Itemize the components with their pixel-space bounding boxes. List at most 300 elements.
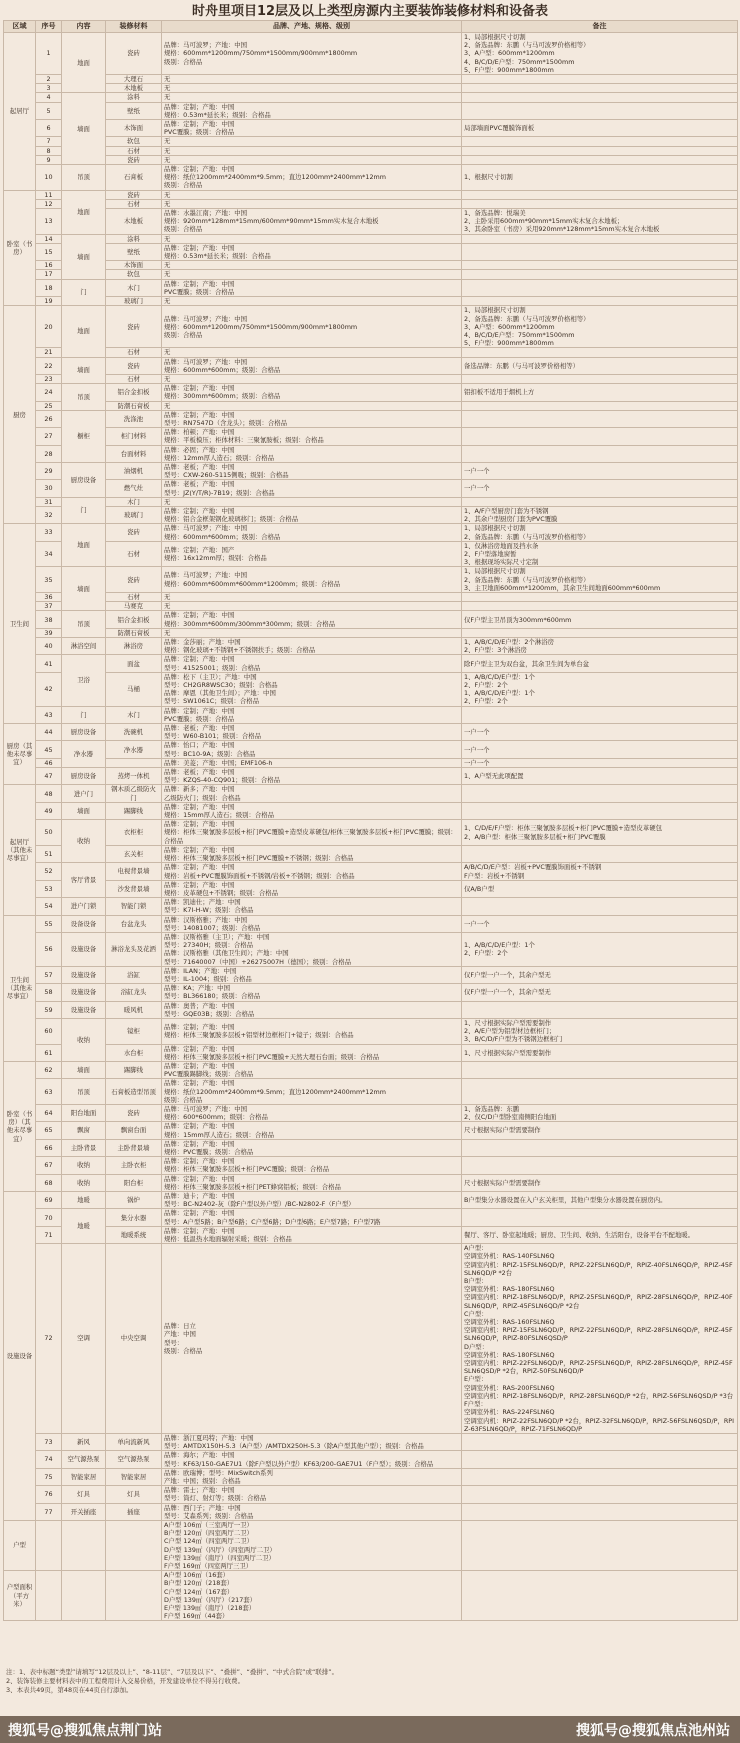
table-row	[4, 137, 738, 146]
remark-cell	[462, 297, 738, 306]
table-row	[4, 1486, 738, 1503]
material-cell: 石膏板造型吊顶	[106, 1079, 162, 1105]
index-cell: 27	[36, 428, 62, 445]
region-cell: 设施设备	[4, 1192, 36, 1521]
index-cell: 52	[36, 863, 62, 880]
spec-cell: 品牌：定制；产地：中国 型号：41525001；级别：合格品	[162, 655, 462, 672]
table-row	[4, 120, 738, 137]
index-cell: 9	[36, 155, 62, 164]
index-cell: 31	[36, 497, 62, 506]
spec-cell: 品牌：马可波罗；产地：中国 规格：600mm*1200mm/750mm*1500mm/900mm*1800mm 级别：合格品	[162, 306, 462, 348]
spec-cell: 品牌：定制；产地：中国 规格：300mm*600mm/300mm*300mm；级别：合格品	[162, 611, 462, 628]
index-cell: 45	[36, 741, 62, 758]
spec-cell: 无	[162, 146, 462, 155]
column-header: 序号	[36, 21, 62, 33]
remark-cell: 除F户型主卫为双台盆，其余卫生间为单台盆	[462, 655, 738, 672]
table-row	[4, 966, 738, 983]
spec-cell: 品牌：浙江夏玛特；产地：中国 型号：AMTDX150H-5.3（A户型）/AMTDX250H-5.3（除A户型其他户型）；级别：合格品	[162, 1433, 462, 1450]
material-cell: 瓷砖	[106, 524, 162, 541]
remark-cell	[462, 1001, 738, 1018]
content-cell: 厨房设备	[62, 768, 106, 785]
table-row	[4, 297, 738, 306]
spec-cell: 无	[162, 401, 462, 410]
remark-cell	[462, 845, 738, 862]
content-cell: 墙面	[62, 1061, 106, 1078]
spec-cell: 品牌：老板；产地：中国 型号：W60-B101；级别：合格品	[162, 724, 462, 741]
remark-cell: 1、A/B/C/D/E户型：2个淋浴房 2、F户型：3个淋浴房	[462, 638, 738, 655]
remark-cell: 一户一个	[462, 724, 738, 741]
region-cell: 厨房（其他未尽事宜）	[4, 724, 36, 785]
table-row	[4, 602, 738, 611]
material-cell: 插座	[106, 1503, 162, 1520]
index-cell: 34	[36, 541, 62, 567]
table-row	[4, 348, 738, 357]
spec-cell: 品牌：松下（主卫）；产地：中国 型号：CH2GR8WSC30；级别：合格品 品牌：摩恩（其他卫生间）；产地：中国 型号：SW1061C；级别：合格品	[162, 672, 462, 706]
table-row	[4, 279, 738, 296]
content-cell: 设施设备	[62, 966, 106, 983]
spec-cell: 品牌：ILAN；产地：中国 型号：IL-1004；级别：合格品	[162, 966, 462, 983]
remark-cell: 1、局部根据尺寸切割 2、备选品牌：东鹏（与马可波罗价格相等） 3、A户型：600mm*1200mm 4、B/C/D/E户型：750mm*1500mm 5、F户型：900mm*1800mm	[462, 306, 738, 348]
content-cell: 空调	[62, 1244, 106, 1434]
spec-cell: 品牌：定制；产地：中国 型号：RN7547D（含龙头）；级别：合格品	[162, 410, 462, 427]
remark-cell: A户型： 空调室外机：RAS-140FSLN6Q 空调室内机：RPIZ-15FSLN6QD/P，RPIZ-22FSLN6QD/P，RPIZ-40FSLN6QD/P，RPIZ-45FSLN6QD/P *2台 B户型： 空调室外机：RAS-180FSLN6Q 空调室内机：RPIZ-18FSLN6QD/P，RPIZ-25FSLN6QD/P，RPIZ-28FSLN6QD/P，RPIZ-40FSLN6QD/P，RPIZ-45FSLN6QD/P *2台 C户型： 空调室外机：RAS-160FSLN6Q 空调室内机：RPIZ-15FSLN6QD/P，RPIZ-22FSLN6QD/P，RPIZ-28FSLN6QD/P，RPIZ-45FSLN6QD/P，RPIZ-80FSLN6QSD/P D户型： 空调室外机：RAS-180FSLN6Q 空调室内机：RPIZ-22FSLN6QD/P，RPIZ-25FSLN6QD/P，RPIZ-28FSLN6QD/P，RPIZ-45FSLN6QSD/P *2台，RPIZ-50FSLN6QD/P E户型： 空调室外机：RAS-200FSLN6Q 空调室内机：RPIZ-18FSLN6QD/P，RPIZ-28FSLN6QD/P *2台，RPIZ-56FSLN6QSD/P *3台 F户型： 空调室外机：RAS-224FSLN6Q 空调室内机：RPIZ-22FSLN6QD/P *2台，RPIZ-32FSLN6QD/P，RPIZ-56FSLN6QSD/P，RPIZ-63FSLN6QD/P，RPIZ-71FSLN6QD/P	[462, 1244, 738, 1434]
region-cell: 卧室（书房）（其他未尽事宜）	[4, 1061, 36, 1191]
table-row	[4, 1503, 738, 1520]
index-cell: 44	[36, 724, 62, 741]
remark-cell	[462, 84, 738, 93]
content-cell: 进户门锁	[62, 898, 106, 915]
content-cell: 收纳	[62, 1157, 106, 1174]
material-cell: 暖风机	[106, 1001, 162, 1018]
index-cell: 61	[36, 1044, 62, 1061]
material-cell: 木门	[106, 497, 162, 506]
content-cell: 智能家居	[62, 1468, 106, 1485]
content-cell: 地面	[62, 306, 106, 357]
remark-cell	[462, 1433, 738, 1450]
column-header: 品牌、产地、规格、级别	[162, 21, 462, 33]
spec-cell: 无	[162, 84, 462, 93]
material-cell: 淋浴龙头及花洒	[106, 932, 162, 966]
table-row	[4, 243, 738, 260]
table-row	[4, 410, 738, 427]
remark-cell: B户型集分水器设置在入户玄关柜里，其他户型集分水器设置在厨房内。	[462, 1192, 738, 1209]
spec-cell: 无	[162, 602, 462, 611]
index-cell: 71	[36, 1226, 62, 1243]
table-row	[4, 524, 738, 541]
content-cell: 卫浴	[62, 655, 106, 706]
index-cell: 3	[36, 84, 62, 93]
spec-cell: 无	[162, 75, 462, 84]
remark-cell	[462, 146, 738, 155]
index-cell: 21	[36, 348, 62, 357]
spec-cell: 品牌：定制；产地：中国 规格：纸位1200mm*2400mm*9.5mm；直边1200mm*2400mm*12mm 级别：合格品	[162, 1079, 462, 1105]
spec-cell: 品牌：定制；产地：中国 规格：柜体三聚氰胺多层板+柜门PVC覆膜+造型皮革硬包/柜体三聚氰胺多层板+柜门PVC覆膜；级别：合格品	[162, 820, 462, 846]
spec-cell: 品牌：定制；产地：中国 规格：皮革硬包+不锈钢；级别：合格品	[162, 880, 462, 897]
material-cell: 石膏板	[106, 165, 162, 191]
remark-cell	[462, 898, 738, 915]
material-cell: 电视背景墙	[106, 863, 162, 880]
material-cell: 木门	[106, 279, 162, 296]
material-cell: 单向流新风	[106, 1433, 162, 1450]
material-cell: 沙发背景墙	[106, 880, 162, 897]
content-cell: 地暖	[62, 1209, 106, 1244]
content-cell: 吊顶	[62, 165, 106, 191]
material-cell: 防潮石膏板	[106, 401, 162, 410]
spec-cell: 品牌：老板；产地：中国 型号：CXW-260-5115侧吸；级别：合格品	[162, 462, 462, 479]
table-row	[4, 462, 738, 479]
material-cell: 马桶	[106, 672, 162, 706]
remark-cell: 1、备选品牌：东鹏 2、仅C/D户型卧室南侧阳台地面	[462, 1104, 738, 1121]
remark-cell	[462, 374, 738, 383]
remark-cell	[462, 593, 738, 602]
index-cell: 22	[36, 357, 62, 374]
index-cell: 62	[36, 1061, 62, 1078]
content-cell: 主卧背景	[62, 1139, 106, 1156]
material-cell: 壁纸	[106, 102, 162, 119]
index-cell: 49	[36, 802, 62, 819]
table-row	[4, 1001, 738, 1018]
table-row	[4, 1226, 738, 1243]
index-cell: 51	[36, 845, 62, 862]
content-cell: 地面	[62, 524, 106, 567]
table-row	[4, 1468, 738, 1485]
material-cell: 瓷砖	[106, 33, 162, 75]
remark-cell: 餐厅、客厅、卧室起地暖；厨房、卫生间、收纳、生活阳台，设备平台不配地暖。	[462, 1226, 738, 1243]
spec-cell: 品牌：定制；产地：中国 规格：PVC覆膜；级别：合格品	[162, 1139, 462, 1156]
spec-cell: 品牌：定制；产地：中国 规格：柜体三聚氰胺多层板+柜门PVC覆膜+不锈钢；级别：合格品	[162, 845, 462, 862]
table-row	[4, 706, 738, 723]
spec-cell: 品牌：KA；产地：中国 型号：BL366180；级别：合格品	[162, 984, 462, 1001]
index-cell	[36, 1520, 62, 1570]
table-row	[4, 1157, 738, 1174]
table-row	[4, 1104, 738, 1121]
material-cell: 木地板	[106, 209, 162, 235]
index-cell: 17	[36, 270, 62, 279]
index-cell: 12	[36, 199, 62, 208]
table-row	[4, 863, 738, 880]
table-row	[4, 1520, 738, 1570]
content-cell: 新风	[62, 1433, 106, 1450]
material-cell: 涂料	[106, 234, 162, 243]
material-cell: 柜门材料	[106, 428, 162, 445]
index-cell: 58	[36, 984, 62, 1001]
table-row	[4, 567, 738, 593]
remark-cell: 1、C/D/E/F户型：柜体三聚氰胺多层板+柜门PVC覆膜+造型皮革硬包 2、A/B户型：柜体三聚氰胺多层板+柜门PVC覆膜	[462, 820, 738, 846]
index-cell: 40	[36, 638, 62, 655]
remark-cell	[462, 802, 738, 819]
remark-cell	[462, 401, 738, 410]
content-cell: 门	[62, 497, 106, 524]
remark-cell	[462, 270, 738, 279]
remark-cell	[462, 428, 738, 445]
remark-cell: 1、局部根据尺寸切割 2、备选品牌：东鹏（与马可波罗价格相等） 3、A户型：600mm*1200mm 4、B/C/D/E户型：750mm*1500mm 5、F户型：900mm*1800mm	[462, 33, 738, 75]
watermark-bar	[0, 1716, 740, 1743]
footnote: 注：1、表中标题“类型”请填写“12层及以上”、“8-11层”、“7层及以下”、“叠拼”、“叠拼”、“中式合院”或“联排”。 2、装饰装修主要材料表中的工程费用计入交易价格，开发建设单位不得另行收费。 3、本表共49页，第48页在44页自行添加。	[6, 1668, 339, 1694]
spec-cell: 品牌：定制；产地：中国 规格：岩板+PVC覆膜饰面板+不锈钢/岩板+不锈钢；级别：合格品	[162, 863, 462, 880]
spec-cell: 无	[162, 190, 462, 199]
content-cell: 吊顶	[62, 1079, 106, 1105]
content-cell: 空气源热泵	[62, 1451, 106, 1468]
spec-cell: 品牌：柏顿；产地：中国 规格：平板模压；柜体材料：三聚氰胺板；级别：合格品	[162, 428, 462, 445]
remark-cell	[462, 279, 738, 296]
spec-cell: 品牌：日立 产地：中国 型号： 级别：合格品	[162, 1244, 462, 1434]
content-cell: 收纳	[62, 1174, 106, 1191]
content-cell: 地暖	[62, 1192, 106, 1209]
material-cell: 飘窗台面	[106, 1122, 162, 1139]
material-cell: 燃气灶	[106, 480, 162, 497]
material-cell: 智能门锁	[106, 898, 162, 915]
region-cell: 厨房	[4, 306, 36, 524]
index-cell: 11	[36, 190, 62, 199]
material-cell: 石材	[106, 146, 162, 155]
spec-cell: 无	[162, 297, 462, 306]
material-cell: 石材	[106, 593, 162, 602]
remark-cell: 1、仅淋浴房地面及挡水条 2、F户型落地窗暂 3、根据现场实际尺寸定制	[462, 541, 738, 567]
table-row	[4, 611, 738, 628]
material-cell: 镜柜	[106, 1018, 162, 1044]
index-cell: 76	[36, 1486, 62, 1503]
spec-cell: 品牌：水墨江南；产地：中国 规格：920mm*128mm*15mm/600mm*90mm*15mm实木复合木地板 级别：合格品	[162, 209, 462, 235]
table-row	[4, 655, 738, 672]
table-row	[4, 802, 738, 819]
index-cell: 10	[36, 165, 62, 191]
spec-cell: 品牌：海尔；产地：中国 型号：KF63/150-GAE7U1（除F户型以外户型）KF63/200-GAE7U1（F户型）；级别：合格品	[162, 1451, 462, 1468]
region-cell: 卫生间（其他未尽事宜）	[4, 915, 36, 1061]
table-header-row	[4, 21, 738, 33]
content-cell: 厨房设备	[62, 462, 106, 497]
material-cell: 石材	[106, 348, 162, 357]
spec-cell: 品牌：定制；产地：中国 PVC覆膜；级别：合格品	[162, 279, 462, 296]
content-cell: 地面	[62, 33, 106, 93]
remark-cell	[462, 234, 738, 243]
remark-cell	[462, 785, 738, 802]
table-row	[4, 374, 738, 383]
table-row	[4, 84, 738, 93]
remark-cell	[462, 199, 738, 208]
remark-cell	[462, 1079, 738, 1105]
table-row	[4, 445, 738, 462]
table-row	[4, 234, 738, 243]
material-cell	[106, 1571, 162, 1621]
spec-cell: 品牌：定制；产地：国产 规格：16x12mm厚；级别：合格品	[162, 541, 462, 567]
index-cell: 5	[36, 102, 62, 119]
material-cell: 油烟机	[106, 462, 162, 479]
spec-cell: 品牌：定制；产地：中国 PVC覆膜；级别：合格品	[162, 706, 462, 723]
spec-cell: 品牌：定制；产地：中国 规格：铝合金框架钢化玻璃移门；级别：合格品	[162, 506, 462, 523]
index-cell: 37	[36, 602, 62, 611]
content-cell: 设施设备	[62, 1001, 106, 1018]
material-cell: 洗涤池	[106, 410, 162, 427]
spec-cell: 品牌：新多；产地：中国 乙级防火门；级别：合格品	[162, 785, 462, 802]
remark-cell: 仅F户型主卫吊顶为300mm*600mm	[462, 611, 738, 628]
remark-cell: A/B/C/D/E户型：岩板+PVC覆膜饰面板+不锈钢 F户型：岩板+不锈钢	[462, 863, 738, 880]
spec-cell: 品牌：定制；产地：中国 规格：柜体三聚氰胺多层板+柜门PVC覆膜；级别：合格品	[162, 1157, 462, 1174]
remark-cell: 一户一个	[462, 741, 738, 758]
index-cell: 55	[36, 915, 62, 932]
index-cell: 33	[36, 524, 62, 541]
remark-cell: 1、A/B/C/D/E户型：1个 2、F户型：2个	[462, 932, 738, 966]
remark-cell	[462, 348, 738, 357]
index-cell: 39	[36, 628, 62, 637]
material-cell: 中央空调	[106, 1244, 162, 1434]
index-cell: 18	[36, 279, 62, 296]
table-row	[4, 820, 738, 846]
page-title: 时舟里项目12层及以上类型房源内主要装饰装修材料和设备表	[191, 4, 549, 19]
index-cell: 13	[36, 209, 62, 235]
content-cell: 开关插座	[62, 1503, 106, 1520]
material-cell: 台盆龙头	[106, 915, 162, 932]
content-cell: 吊顶	[62, 611, 106, 638]
remark-cell: 一户一个	[462, 462, 738, 479]
remark-cell	[462, 1139, 738, 1156]
table-row	[4, 75, 738, 84]
material-cell: 主卧背景墙	[106, 1139, 162, 1156]
material-cell: 木门	[106, 706, 162, 723]
material-cell: 瓷砖	[106, 567, 162, 593]
table-row	[4, 357, 738, 374]
table-row	[4, 541, 738, 567]
spec-cell: 品牌：马可波罗；产地：中国 规格：600mm*600mm*600mm*1200mm；级别：合格品	[162, 567, 462, 593]
region-cell: 卧室（书房）	[4, 190, 36, 306]
content-cell: 橱柜	[62, 410, 106, 462]
index-cell: 70	[36, 1209, 62, 1226]
table-row	[4, 898, 738, 915]
spec-cell: 无	[162, 348, 462, 357]
table-row	[4, 33, 738, 75]
index-cell: 72	[36, 1244, 62, 1434]
remark-cell: 一户一个	[462, 915, 738, 932]
index-cell: 36	[36, 593, 62, 602]
spec-cell: 无	[162, 374, 462, 383]
content-cell: 设施设备	[62, 932, 106, 966]
region-cell: 起居厅	[4, 33, 36, 191]
spec-cell: 品牌：西门子；产地：中国 型号：艾森系列；级别：合格品	[162, 1503, 462, 1520]
spec-cell: 品牌：马可波罗；产地：中国 规格：600*600mm；级别：合格品	[162, 1104, 462, 1121]
table-row	[4, 845, 738, 862]
spec-cell: 品牌：怡口；产地：中国 型号：BC10-9A；级别：合格品	[162, 741, 462, 758]
table-row	[4, 506, 738, 523]
index-cell: 43	[36, 706, 62, 723]
material-cell: 地暖系统	[106, 1226, 162, 1243]
remark-cell: 1、A/B/C/D/E户型：1个 2、F户型：2个 1、A/B/C/D/E户型：1个 2、F户型：2个	[462, 672, 738, 706]
spec-cell: 品牌：定制；产地：中国 规格：柜体三聚氰胺多层板+铝型材边框柜门+镜子；级别：合格品	[162, 1018, 462, 1044]
material-cell: 集分水器	[106, 1209, 162, 1226]
remark-cell	[462, 93, 738, 102]
table-row	[4, 1122, 738, 1139]
index-cell: 75	[36, 1468, 62, 1485]
index-cell: 6	[36, 120, 62, 137]
material-cell: 淋浴房	[106, 638, 162, 655]
material-cell: 锅炉	[106, 1192, 162, 1209]
index-cell: 2	[36, 75, 62, 84]
material-cell: 洗碗机	[106, 724, 162, 741]
spec-cell: 品牌：定制；产地：中国 规格：300mm*600mm；级别：合格品	[162, 384, 462, 401]
remark-cell: 仅A/B户型	[462, 880, 738, 897]
content-cell: 净水器	[62, 741, 106, 768]
remark-cell	[462, 261, 738, 270]
content-cell: 设施设备	[62, 984, 106, 1001]
remark-cell	[462, 1157, 738, 1174]
table-row	[4, 741, 738, 758]
spec-cell: 无	[162, 93, 462, 102]
index-cell: 16	[36, 261, 62, 270]
table-row	[4, 1018, 738, 1044]
index-cell: 50	[36, 820, 62, 846]
material-cell: 水台柜	[106, 1044, 162, 1061]
table-row	[4, 932, 738, 966]
table-row	[4, 1244, 738, 1434]
table-row	[4, 758, 738, 767]
material-cell: 灯具	[106, 1486, 162, 1503]
remark-cell	[462, 243, 738, 260]
remark-cell	[462, 190, 738, 199]
content-cell: 阳台地面	[62, 1104, 106, 1121]
remark-cell	[462, 155, 738, 164]
remark-cell	[462, 1209, 738, 1226]
table-row	[4, 915, 738, 932]
remark-cell: 仅F户型一户一个，其余户型无	[462, 984, 738, 1001]
remark-cell: 1、局部根据尺寸切割 2、备选品牌：东鹏（与马可波罗价格相等）	[462, 524, 738, 541]
table-row	[4, 190, 738, 199]
spec-cell: 无	[162, 628, 462, 637]
remark-cell	[462, 1571, 738, 1621]
material-cell: 浴缸	[106, 966, 162, 983]
region-cell: 卫生间	[4, 524, 36, 724]
column-header: 区域	[4, 21, 36, 33]
table-row	[4, 209, 738, 235]
content-cell: 灯具	[62, 1486, 106, 1503]
index-cell: 32	[36, 506, 62, 523]
column-header: 内容	[62, 21, 106, 33]
spec-cell: 品牌：定制；产地：中国 规格：低温热水地面辐射采暖；级别：合格品	[162, 1226, 462, 1243]
remark-cell	[462, 1061, 738, 1078]
content-cell: 飘窗	[62, 1122, 106, 1139]
spec-cell: 品牌：马可波罗；产地：中国 规格：600mm*600mm；级别：合格品	[162, 524, 462, 541]
index-cell: 56	[36, 932, 62, 966]
index-cell: 20	[36, 306, 62, 348]
table-row	[4, 1433, 738, 1450]
material-cell: 瓷砖	[106, 155, 162, 164]
remark-cell: 仅F户型一户一个，其余户型无	[462, 966, 738, 983]
index-cell	[36, 1571, 62, 1621]
index-cell: 42	[36, 672, 62, 706]
remark-cell	[462, 497, 738, 506]
spec-cell: A户型 106㎡（16套） B户型 120㎡（218套） C户型 124㎡（167套） D户型 139㎡（四厅）（217套） E户型 139㎡（南厅）（218套） F户型 169㎡（44套）	[162, 1571, 462, 1621]
table-row	[4, 768, 738, 785]
table-row	[4, 1209, 738, 1226]
spec-cell: 品牌：定制；产地：中国 型号：A户型5路；B户型6路；C户型6路；D户型6路；E户型7路；F户型7路	[162, 1209, 462, 1226]
table-row	[4, 1451, 738, 1468]
table-row	[4, 1571, 738, 1621]
column-header: 装修材料	[106, 21, 162, 33]
table-row	[4, 93, 738, 102]
index-cell: 67	[36, 1157, 62, 1174]
remark-cell	[462, 1451, 738, 1468]
remark-cell: 一户一个	[462, 758, 738, 767]
material-cell: 马赛克	[106, 602, 162, 611]
spec-cell: 品牌：雷士；产地：中国 型号：筒灯、射灯等；级别：合格品	[162, 1486, 462, 1503]
index-cell: 46	[36, 758, 62, 767]
index-cell: 38	[36, 611, 62, 628]
content-cell: 墙面	[62, 567, 106, 611]
remark-cell: 1、尺寸根据实际户型需要制作	[462, 1044, 738, 1061]
content-cell: 淋浴空间	[62, 638, 106, 655]
index-cell: 48	[36, 785, 62, 802]
content-cell: 门	[62, 279, 106, 306]
material-cell: 浴缸龙头	[106, 984, 162, 1001]
remark-cell: 1、A/F户型厨房门套为不锈钢 2、其余户型厨房门套为PVC覆膜	[462, 506, 738, 523]
remark-cell	[462, 445, 738, 462]
